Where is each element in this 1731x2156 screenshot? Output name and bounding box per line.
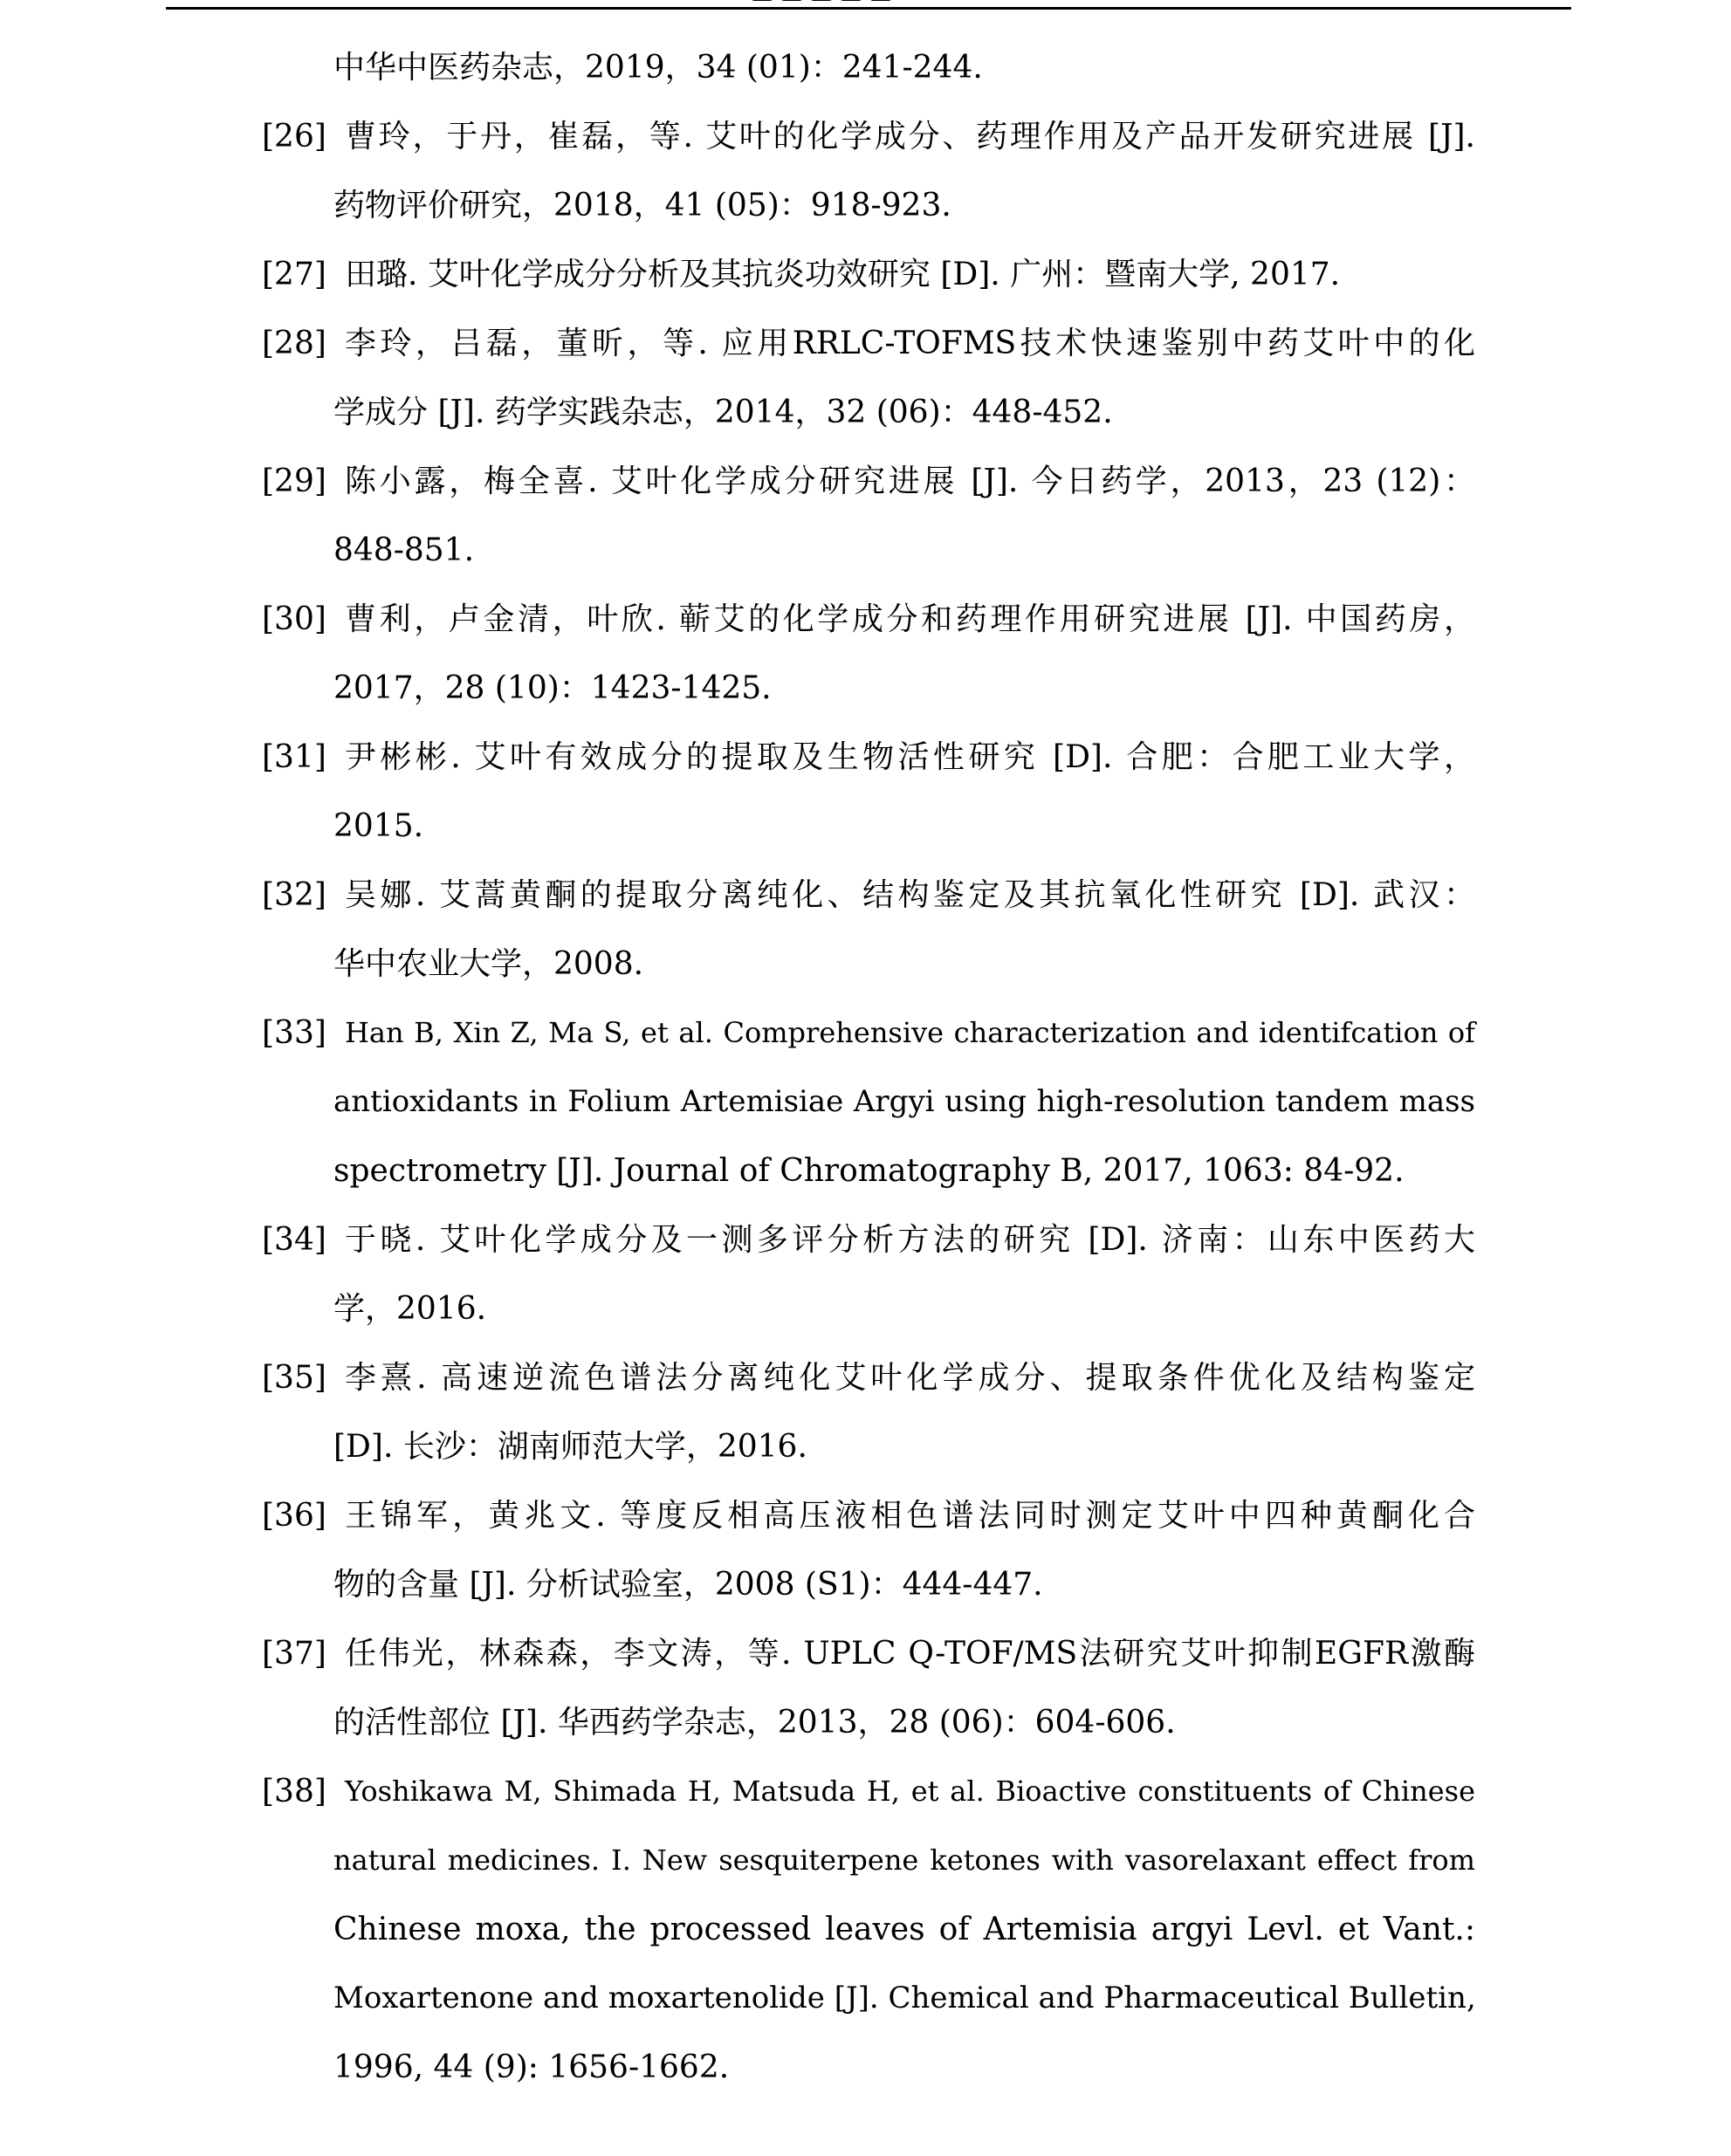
- reference-entry-continuation-line: [0, 2033, 1731, 2102]
- reference-entry-first-line: [0, 999, 1731, 1068]
- reference-number: [34]: [262, 1222, 326, 1258]
- reference-text: 曹利，卢金清，叶欣. 蕲艾的化学成分和药理作用研究进展 [J]. 中国药房，: [345, 601, 1475, 637]
- reference-text: Moxartenone and moxartenolide [J]. Chemical and Pharmaceutical Bulletin,: [333, 1981, 1476, 2015]
- reference-number: [35]: [262, 1360, 326, 1396]
- reference-text: 物的含量 [J]. 分析试验室，2008 (S1)：444-447.: [333, 1567, 1043, 1603]
- reference-entry-continuation-line: [0, 1136, 1731, 1205]
- header-rule: [166, 7, 1571, 10]
- reference-text: 华中农业大学，2008.: [333, 946, 644, 982]
- reference-text: natural medicines. I. New sesquiterpene ketones with vasorelaxant effect from: [333, 1844, 1475, 1877]
- reference-number: [28]: [262, 326, 326, 361]
- reference-text: 陈小露，梅全喜. 艾叶化学成分研究进展 [J]. 今日药学，2013，23 (12)：: [345, 463, 1475, 499]
- reference-entry-continuation-line: [0, 1550, 1731, 1619]
- reference-text: 的活性部位 [J]. 华西药学杂志，2013，28 (06)：604-606.: [333, 1705, 1176, 1741]
- reference-entry-first-line: [0, 447, 1731, 516]
- reference-text: 曹玲，于丹，崔磊，等. 艾叶的化学成分、药理作用及产品开发研究进展 [J].: [345, 119, 1475, 154]
- reference-entry-continuation-line: [0, 516, 1731, 585]
- reference-text: 李熹. 高速逆流色谱法分离纯化艾叶化学成分、提取条件优化及结构鉴定: [345, 1360, 1475, 1396]
- reference-entry-first-line: [0, 1343, 1731, 1412]
- reference-text: antioxidants in Folium Artemisiae Argyi using high-resolution tandem mass: [333, 1084, 1475, 1119]
- reference-text: Yoshikawa M, Shimada H, Matsuda H, et al. Bioactive constituents of Chinese: [345, 1775, 1475, 1808]
- reference-entry-first-line: [0, 585, 1731, 654]
- reference-entry-first-line: [0, 1205, 1731, 1274]
- reference-text: 尹彬彬. 艾叶有效成分的提取及生物活性研究 [D]. 合肥：合肥工业大学，: [345, 739, 1475, 775]
- reference-entry-continuation-line: [0, 792, 1731, 861]
- reference-entry-continuation-line: [0, 1412, 1731, 1481]
- reference-entry-first-line: [0, 240, 1731, 309]
- reference-text: 848-851.: [333, 532, 475, 568]
- reference-number: [26]: [262, 119, 326, 154]
- reference-text: [D]. 长沙：湖南师范大学，2016.: [333, 1429, 807, 1465]
- reference-text: 吴娜. 艾蒿黄酮的提取分离纯化、结构鉴定及其抗氧化性研究 [D]. 武汉：: [345, 877, 1475, 913]
- reference-text: 于晓. 艾叶化学成分及一测多评分析方法的研究 [D]. 济南：山东中医药大: [345, 1222, 1475, 1258]
- reference-number: [27]: [262, 257, 326, 292]
- reference-entry-first-line: [0, 102, 1731, 171]
- reference-text: 李玲，吕磊，董昕，等. 应用RRLC-TOFMS技术快速鉴别中药艾叶中的化: [345, 326, 1475, 361]
- reference-text: 王锦军，黄兆文. 等度反相高压液相色谱法同时测定艾叶中四种黄酮化合: [345, 1498, 1475, 1534]
- reference-entry-first-line: [0, 309, 1731, 378]
- reference-text: 药物评价研究，2018，41 (05)：918-923.: [333, 188, 951, 223]
- reference-entry-continuation-line: [0, 1826, 1731, 1895]
- reference-entry-continuation-line: [0, 1688, 1731, 1757]
- reference-number: [30]: [262, 601, 326, 637]
- reference-text: 田璐. 艾叶化学成分分析及其抗炎功效研究 [D]. 广州：暨南大学, 2017.: [345, 257, 1341, 292]
- reference-entry-first-line: [0, 1619, 1731, 1688]
- reference-entry-continuation-line: [0, 378, 1731, 447]
- reference-text: 中华中医药杂志，2019，34 (01)：241-244.: [333, 50, 983, 86]
- reference-entry-continuation-line: [0, 1964, 1731, 2033]
- reference-entry-first-line: [0, 723, 1731, 792]
- reference-entry-first-line: [0, 861, 1731, 930]
- reference-text: 2017，28 (10)：1423-1425.: [333, 670, 772, 706]
- reference-entry-continuation-line: [0, 171, 1731, 240]
- header-text-fragment: [751, 0, 969, 2]
- reference-entry-continuation-line: [0, 930, 1731, 999]
- reference-entry-continuation-line: [0, 1274, 1731, 1343]
- reference-entry-first-line: [0, 1757, 1731, 1826]
- reference-number: [31]: [262, 739, 326, 775]
- reference-entry-continuation-line: [0, 654, 1731, 723]
- reference-text: Han B, Xin Z, Ma S, et al. Comprehensive characterization and identifcation of: [345, 1016, 1475, 1049]
- reference-entry-continuation-line: [0, 1895, 1731, 1964]
- reference-entry-continuation-line: [0, 33, 1731, 102]
- reference-text: 学成分 [J]. 药学实践杂志，2014，32 (06)：448-452.: [333, 395, 1113, 430]
- reference-text: 2015.: [333, 808, 424, 844]
- reference-text: 任伟光，林森森，李文涛，等. UPLC Q-TOF/MS法研究艾叶抑制EGFR激酶: [345, 1636, 1475, 1672]
- reference-text: Chinese moxa, the processed leaves of Artemisia argyi Levl. et Vant.:: [333, 1912, 1475, 1947]
- reference-number: [29]: [262, 463, 326, 499]
- reference-text: spectrometry [J]. Journal of Chromatography B, 2017, 1063: 84-92.: [333, 1153, 1405, 1189]
- reference-text: 1996, 44 (9): 1656-1662.: [333, 2050, 730, 2085]
- reference-text: 学，2016.: [333, 1291, 487, 1327]
- reference-entry-continuation-line: [0, 1068, 1731, 1136]
- reference-number: [38]: [262, 1774, 326, 1809]
- reference-number: [37]: [262, 1636, 326, 1672]
- reference-number: [36]: [262, 1498, 326, 1534]
- reference-entry-first-line: [0, 1481, 1731, 1550]
- reference-number: [33]: [262, 1015, 326, 1051]
- reference-number: [32]: [262, 877, 326, 913]
